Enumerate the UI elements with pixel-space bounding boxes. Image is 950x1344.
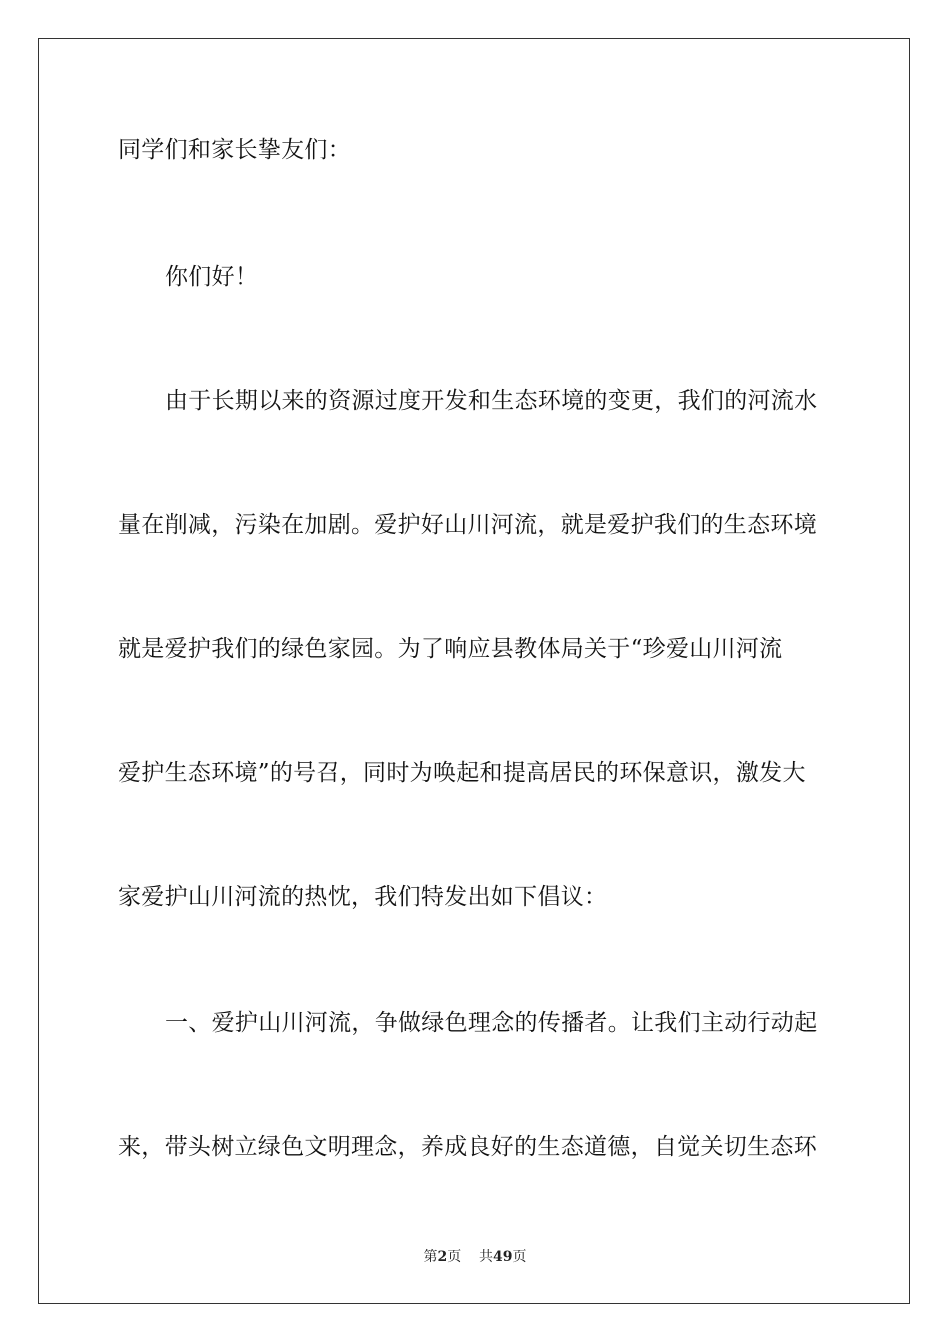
total-suffix: 页	[512, 1249, 527, 1265]
page-footer	[0, 1248, 950, 1266]
body-line: 量在削减，污染在加剧。爱护好山川河流，就是爱护我们的生态环境	[118, 512, 817, 538]
body-line: 就是爱护我们的绿色家园。为了响应县教体局关于“珍爱山川河流	[118, 636, 783, 662]
body-line: 一、爱护山川河流，争做绿色理念的传播者。让我们主动行动起	[165, 1010, 818, 1036]
body-line: 来，带头树立绿色文明理念，养成良好的生态道德，自觉关切生态环	[118, 1134, 817, 1160]
body-line: 爱护生态环境”的号召，同时为唤起和提高居民的环保意识，激发大	[118, 760, 806, 786]
body-line: 家爱护山川河流的热忱，我们特发出如下倡议：	[118, 884, 608, 910]
greeting-line: 你们好！	[165, 264, 259, 290]
salutation-line: 同学们和家长挚友们：	[118, 137, 351, 163]
total-pages: 49	[493, 1249, 513, 1265]
body-line: 由于长期以来的资源过度开发和生态环境的变更，我们的河流水	[165, 388, 818, 414]
total-prefix: 共	[479, 1249, 494, 1265]
page-border	[38, 38, 910, 1304]
page-prefix: 第	[423, 1249, 438, 1265]
page-number: 2	[437, 1249, 448, 1265]
page-suffix: 页	[447, 1249, 462, 1265]
